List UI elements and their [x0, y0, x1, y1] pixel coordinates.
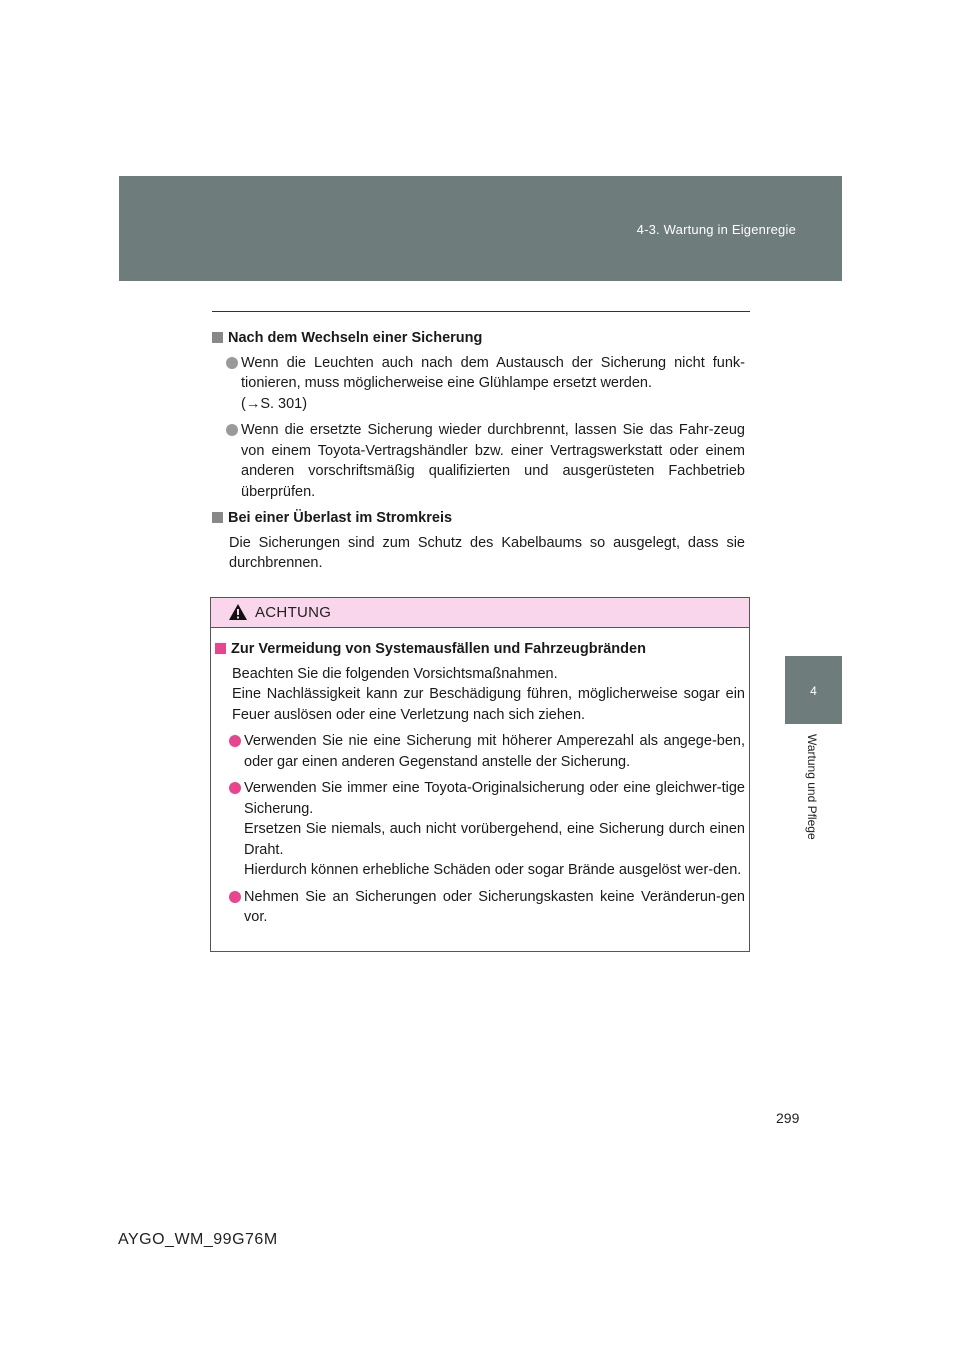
square-bullet-icon — [215, 643, 226, 654]
chapter-label-container — [785, 734, 842, 894]
round-bullet-icon — [229, 735, 241, 747]
round-bullet-icon — [229, 891, 241, 903]
warning-box — [210, 597, 750, 952]
warning-bullet-2: Verwenden Sie immer eine Toyota-Originalsicherung oder eine gleichwer-tige Sicherung. Ersetzen Sie niemals, auch nicht vorübergehend, eine Sicherung durch einen Draht. Hierdurch können erhebliche Schäden oder sogar Brände ausgelöst wer-den. — [215, 778, 745, 881]
warning-bullet-3: Nehmen Sie an Sicherungen oder Sicherungskasten keine Veränderun-gen vor. — [215, 887, 745, 928]
chapter-number: 4 — [810, 684, 817, 698]
section2-text: Die Sicherungen sind zum Schutz des Kabelbaums so ausgelegt, dass sie durchbrennen. — [229, 534, 745, 571]
square-bullet-icon — [212, 512, 223, 523]
page-number: 299 — [776, 1110, 800, 1126]
chapter-tab — [785, 656, 842, 724]
section1-bullet-2: Wenn die ersetzte Sicherung wieder durchbrennt, lassen Sie das Fahr-zeug von einem Toyota-Vertragshändler bzw. einer Vertragswerkstatt oder einem anderen vorschriftsmäßig qualifizierten und ausgerüsteten Fachbetrieb überprüfen. — [212, 420, 745, 502]
round-bullet-icon — [226, 424, 238, 436]
section1-heading: Nach dem Wechseln einer Sicherung — [212, 328, 745, 349]
warning-header — [211, 598, 749, 628]
chapter-label: Wartung und Pflege — [805, 734, 819, 840]
warning-title: ACHTUNG — [255, 604, 332, 621]
page-reference: (→S. 301) — [241, 395, 308, 412]
round-bullet-icon — [226, 357, 238, 369]
main-content — [212, 328, 745, 580]
warning-heading: Zur Vermeidung von Systemausfällen und Fahrzeugbränden — [215, 639, 745, 660]
warning-body — [215, 639, 745, 934]
square-bullet-icon — [212, 332, 223, 343]
header-band — [119, 176, 842, 281]
section2-heading: Bei einer Überlast im Stromkreis — [212, 508, 745, 529]
document-code: AYGO_WM_99G76M — [118, 1231, 278, 1248]
warning-intro: Beachten Sie die folgenden Vorsichtsmaßnahmen. Eine Nachlässigkeit kann zur Beschädigung führen, möglicherweise sogar ein Feuer auslösen oder eine Verletzung nach sich ziehen. — [232, 665, 745, 723]
round-bullet-icon — [229, 782, 241, 794]
section-title: 4-3. Wartung in Eigenregie — [636, 222, 796, 237]
warning-triangle-icon — [228, 603, 248, 621]
section1-bullet-1: Wenn die Leuchten auch nach dem Austausch der Sicherung nicht funk-tionieren, muss möglicherweise eine Glühlampe ersetzt werden. (→S. 301) — [212, 353, 745, 415]
top-rule — [212, 311, 750, 312]
warning-bullet-1: Verwenden Sie nie eine Sicherung mit höherer Amperezahl als angege-ben, oder gar einen anderen Gegenstand anstelle der Sicherung. — [215, 731, 745, 772]
